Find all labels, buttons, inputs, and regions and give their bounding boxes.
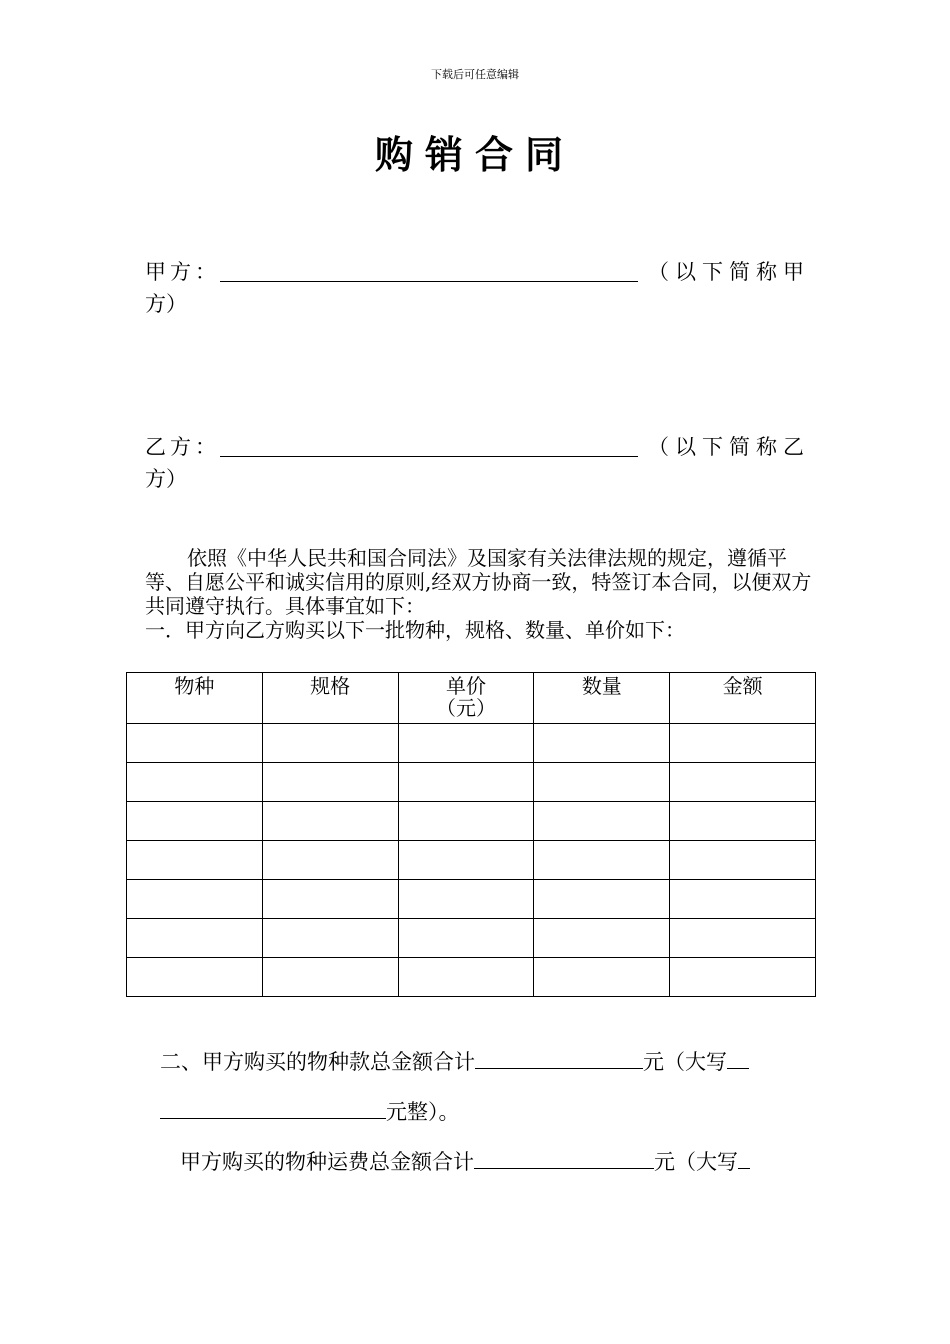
table-row [127, 724, 816, 763]
party-a-blank[interactable] [220, 259, 638, 282]
party-b-wrap: 方） [145, 467, 187, 491]
table-row [127, 802, 816, 841]
freight-total-capital-blank-start[interactable] [738, 1148, 750, 1169]
table-cell[interactable] [262, 880, 398, 919]
goods-total-capital-blank-start[interactable] [727, 1048, 749, 1069]
table-cell[interactable] [262, 802, 398, 841]
party-b-blank[interactable] [220, 434, 638, 457]
table-row [127, 958, 816, 997]
table-cell[interactable] [534, 802, 670, 841]
table-cell[interactable] [534, 958, 670, 997]
table-cell[interactable] [670, 919, 816, 958]
table-cell[interactable] [127, 880, 263, 919]
table-cell[interactable] [127, 724, 263, 763]
table-cell[interactable] [398, 763, 534, 802]
section-two-line2 [160, 1096, 460, 1126]
freight-total-label: 甲方购买的物种运费总金额合计 [180, 1150, 474, 1174]
table-cell[interactable] [398, 841, 534, 880]
freight-total-unit: 元（大写 [654, 1150, 738, 1174]
table-cell[interactable] [398, 880, 534, 919]
table-row [127, 880, 816, 919]
table-cell[interactable] [670, 841, 816, 880]
table-cell[interactable] [127, 919, 263, 958]
intro-paragraph: 依照《中华人民共和国合同法》及国家有关法律法规的规定，遵循平等、自愿公平和诚实信用的原则,经双方协商一致，特签订本合同，以便双方共同遵守执行。具体事宜如下： [145, 546, 812, 618]
table-cell[interactable] [398, 958, 534, 997]
table-cell[interactable] [262, 724, 398, 763]
table-cell[interactable] [127, 841, 263, 880]
goods-total-label: 二、甲方购买的物种款总金额合计 [160, 1050, 475, 1074]
table-cell[interactable] [127, 802, 263, 841]
table-cell[interactable] [534, 880, 670, 919]
col-header-unit-price [398, 673, 534, 724]
table-cell[interactable] [262, 763, 398, 802]
col-header-spec: 规格 [262, 673, 398, 724]
table-header-row [127, 673, 816, 724]
col-header-amount: 金额 [670, 673, 816, 724]
page-title: 购销合同 [374, 132, 575, 177]
party-a-suffix: （以下简称甲 [648, 260, 810, 284]
table-row [127, 841, 816, 880]
unit-price-label: 单价 [445, 674, 486, 698]
party-b-suffix: （以下简称乙 [648, 435, 810, 459]
table-cell[interactable] [534, 841, 670, 880]
table-cell[interactable] [127, 763, 263, 802]
table-cell[interactable] [670, 724, 816, 763]
table-cell[interactable] [127, 958, 263, 997]
goods-table-body [127, 724, 816, 997]
goods-total-blank[interactable] [475, 1048, 643, 1069]
party-a-wrap: 方） [145, 292, 187, 316]
table-row [127, 763, 816, 802]
goods-total-unit: 元（大写 [643, 1050, 727, 1074]
clause-one: 一．甲方向乙方购买以下一批物种，规格、数量、单价如下： [145, 618, 685, 642]
table-cell[interactable] [262, 958, 398, 997]
table-cell[interactable] [670, 958, 816, 997]
party-a-label: 甲方： [145, 260, 220, 284]
freight-total-line [180, 1146, 750, 1176]
intro-block [145, 546, 815, 642]
header-note: 下载后可任意编辑 [431, 68, 519, 81]
col-header-quantity: 数量 [534, 673, 670, 724]
table-cell[interactable] [670, 763, 816, 802]
unit-price-unit: （元） [435, 696, 496, 720]
party-b-label: 乙方： [145, 435, 220, 459]
table-row [127, 919, 816, 958]
goods-total-capital-blank[interactable] [160, 1098, 386, 1119]
table-cell[interactable] [262, 841, 398, 880]
table-cell[interactable] [534, 919, 670, 958]
freight-total-blank[interactable] [474, 1148, 654, 1169]
table-cell[interactable] [534, 724, 670, 763]
goods-total-capital-suffix: 元整）。 [386, 1100, 460, 1124]
party-a-block [145, 258, 810, 318]
table-cell[interactable] [670, 802, 816, 841]
goods-table [126, 672, 816, 997]
table-cell[interactable] [670, 880, 816, 919]
col-header-species: 物种 [127, 673, 263, 724]
table-cell[interactable] [262, 919, 398, 958]
table-cell[interactable] [398, 724, 534, 763]
table-cell[interactable] [534, 763, 670, 802]
table-cell[interactable] [398, 802, 534, 841]
section-two-line1 [160, 1046, 749, 1076]
table-cell[interactable] [398, 919, 534, 958]
party-b-block [145, 433, 810, 493]
